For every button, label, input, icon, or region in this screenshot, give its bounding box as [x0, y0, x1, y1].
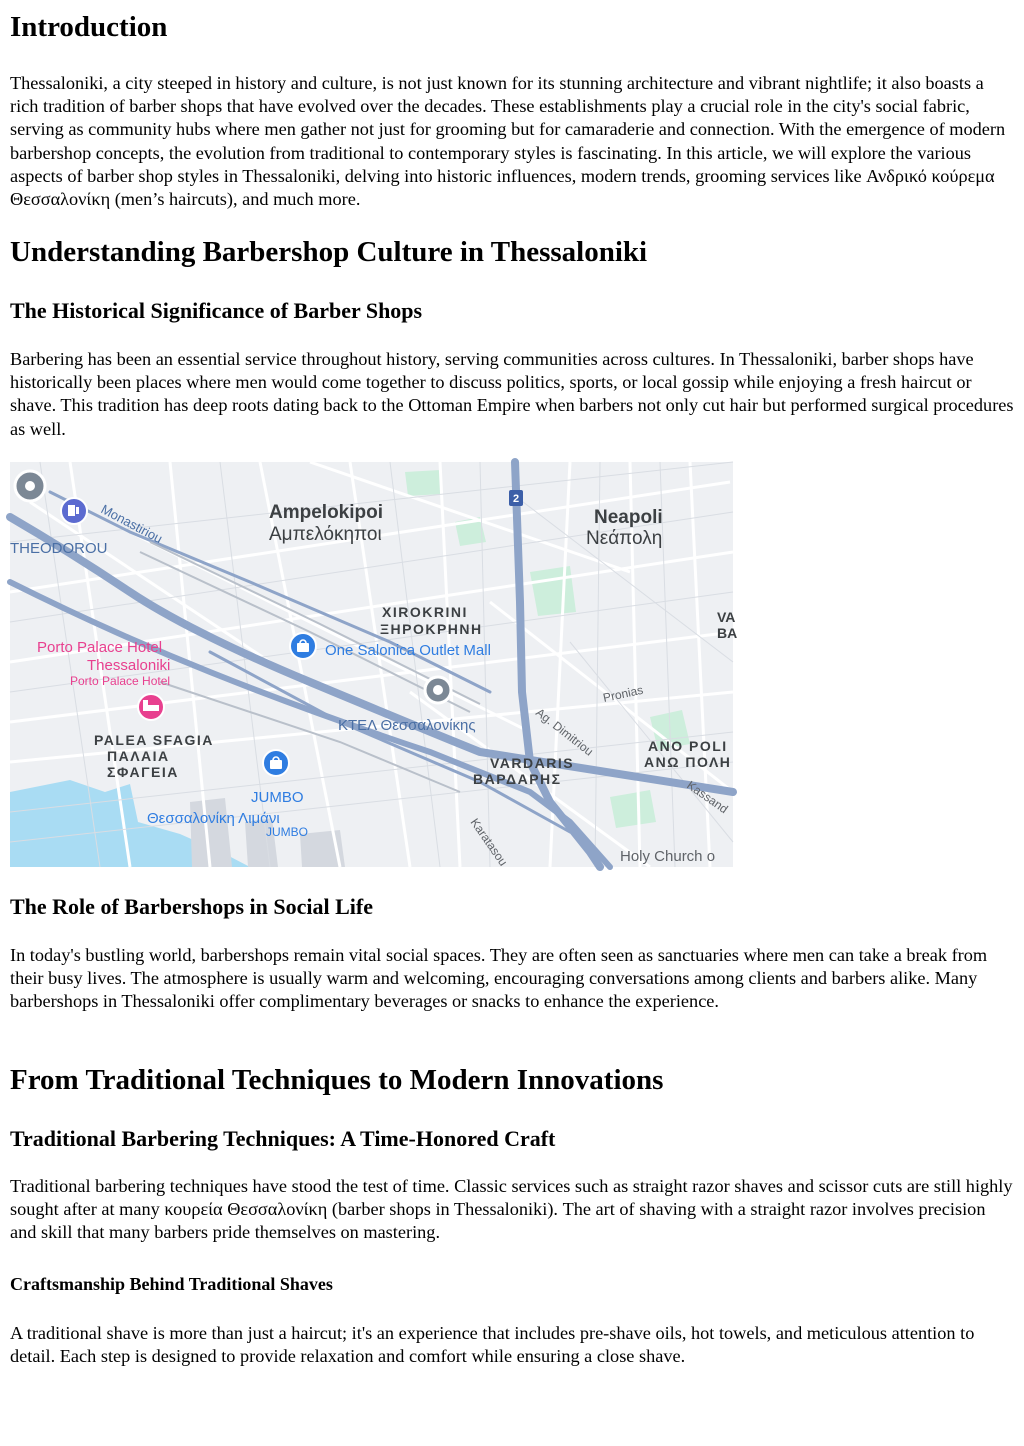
map-pier — [190, 798, 232, 867]
label-jumbo-2: JUMBO — [266, 825, 308, 839]
label-karatasou: Karatasou — [467, 815, 511, 869]
label-palea-gr-1: ΠΑΛΑΙΑ — [107, 748, 170, 764]
shopping-bag-icon[interactable] — [263, 750, 289, 776]
label-ba: BA — [717, 625, 738, 641]
label-va: VA — [717, 609, 736, 625]
heading-historical-significance: The Historical Significance of Barber Shops — [10, 298, 423, 323]
label-ano-poli: ANO POLI — [648, 738, 728, 754]
label-theodorou: THEODOROU — [10, 540, 108, 557]
shopping-bag-icon[interactable] — [290, 633, 316, 659]
paragraph-social-life: In today's bustling world, barbershops remain vital social spaces. They are often seen as sanctuaries where men can take a break from their busy lives. The atmosphere is usually warm and welcoming, encouraging conversations among clients and barbers alike. Many barbershops in Thessaloniki offer complimentary beverages or snacks to enhance the experience. — [10, 945, 988, 1012]
heading-social-life: The Role of Barbershops in Social Life — [10, 894, 374, 919]
map-canvas — [10, 462, 738, 869]
map-image — [10, 462, 738, 869]
map-park — [530, 566, 576, 616]
map-park — [405, 470, 442, 496]
label-palea-sfagia: PALEA SFAGIA — [94, 732, 214, 748]
label-vardaris: VARDARIS — [490, 755, 575, 771]
label-port: Θεσσαλονίκη Λιμάνι — [147, 810, 280, 827]
label-porto-palace-2: Thessaloniki — [87, 657, 171, 674]
label-neapoli-gr: Νεάπολη — [586, 528, 663, 549]
route-2-shield — [509, 490, 523, 506]
label-pronias: Pronias — [601, 682, 645, 705]
label-outlet-mall: One Salonica Outlet Mall — [325, 642, 491, 659]
paragraph-traditional-techniques: Traditional barbering techniques have stood the test of time. Classic services such as straight razor shaves and scissor cuts are still highly sought after at many κουρεία Θεσσαλονίκη (barber shops in Thessaloniki). The art of shaving with a straight razor involves precision and skill that many barbers pride themselves on mastering. — [10, 1176, 1013, 1243]
label-ampelokipoi-gr: Αμπελόκηποι — [269, 524, 382, 545]
label-porto-palace-3: Porto Palace Hotel — [70, 674, 171, 688]
label-vardaris-gr: ΒΑΡΔΑΡΗΣ — [473, 771, 562, 787]
label-xirokrini: XIROKRINI — [382, 604, 468, 620]
label-jumbo: JUMBO — [251, 789, 304, 806]
label-kassandrou: Kassand — [684, 777, 731, 817]
paragraph-craftsmanship: A traditional shave is more than just a haircut; it's an experience that includes pre-shave oils, hot towels, and meticulous attention to detail. Each step is designed to provide relaxation and comfort while ensuring a close shave. — [10, 1323, 975, 1367]
label-neapoli: Neapoli — [594, 507, 663, 528]
route-2-label: 2 — [512, 493, 520, 505]
map-pin-icon[interactable] — [15, 471, 45, 501]
paragraph-historical-significance: Barbering has been an essential service throughout history, serving communities across cultures. In Thessaloniki, barber shops have historically been places where men would come together to discuss politics, sports, or local gossip while enjoying a fresh haircut or shave. This tradition has deep roots dating back to the Ottoman Empire when barbers not only cut hair but performed surgical procedures as well. — [10, 349, 1014, 439]
heading-traditional-techniques: Traditional Barbering Techniques: A Time-Honored Craft — [10, 1126, 556, 1151]
label-monastiriou: Monastiriou — [98, 501, 165, 547]
map-pin-icon[interactable] — [425, 677, 451, 703]
gas-station-icon[interactable] — [61, 498, 87, 524]
heading-barbershop-culture: Understanding Barbershop Culture in Thessaloniki — [10, 236, 648, 268]
label-palea-gr-2: ΣΦΑΓΕΙΑ — [107, 764, 179, 780]
heading-introduction: Introduction — [10, 11, 168, 43]
hotel-icon[interactable] — [138, 694, 164, 720]
label-ag-dimitriou: Ag. Dimitriou — [533, 705, 596, 759]
label-ampelokipoi: Ampelokipoi — [269, 502, 384, 523]
label-ano-poli-gr: ΑΝΩ ΠΟΛΗ — [644, 754, 732, 770]
heading-craftsmanship: Craftsmanship Behind Traditional Shaves — [10, 1274, 333, 1294]
paragraph-introduction: Thessaloniki, a city steeped in history and culture, is not just known for its stunning architecture and vibrant nightlife; it also boasts a rich tradition of barber shops that have evolved over the decades. These establishments play a crucial role in the city's social fabric, serving as community hubs where men gather not just for grooming but for camaraderie and connection. With the emergence of modern barbershop concepts, the evolution from traditional to contemporary styles is fascinating. In this article, we will explore the various aspects of barber shop styles in Thessaloniki, delving into historic influences, modern trends, grooming services like Ανδρικό κούρεμα Θεσσαλονίκη (men’s haircuts), and much more. — [10, 73, 1006, 210]
label-ktel: ΚΤΕΛ Θεσσαλονίκης — [338, 717, 476, 734]
label-holy-church: Holy Church o — [620, 848, 716, 865]
label-xirokrini-gr: ΞΗΡΟΚΡΗΝΗ — [380, 621, 483, 637]
label-porto-palace-1: Porto Palace Hotel — [37, 639, 163, 656]
heading-traditional-modern: From Traditional Techniques to Modern Innovations — [10, 1064, 664, 1096]
